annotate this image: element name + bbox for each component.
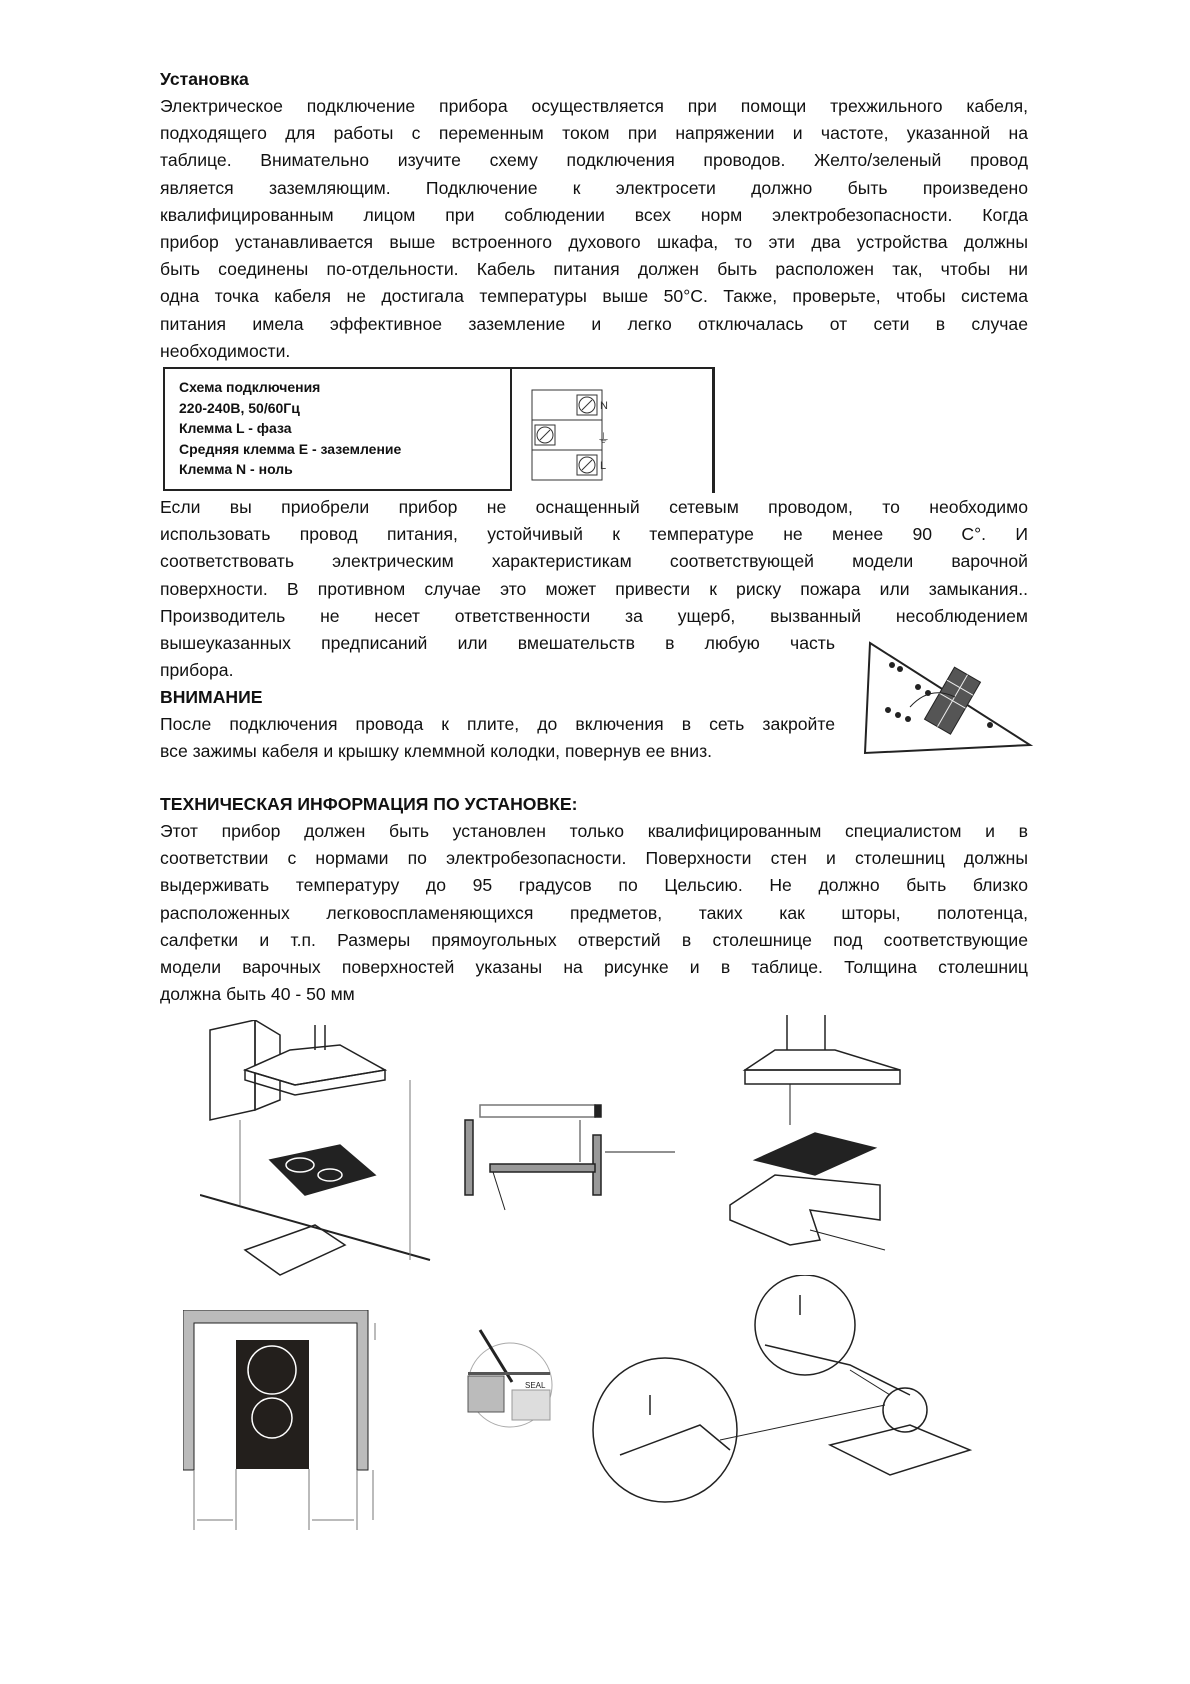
installation-paragraph — [160, 93, 1028, 365]
text-line: Электрическое подключение прибора осуществляется при помощи трехжильного кабеля, — [160, 96, 1028, 116]
wall-hood-installation-figure — [200, 1020, 440, 1285]
section-title-installation: Установка — [160, 69, 249, 89]
text-line: вышеуказанных предписаний или вмешательств в любую часть — [160, 632, 835, 653]
section-title-tech-info: ТЕХНИЧЕСКАЯ ИНФОРМАЦИЯ ПО УСТАНОВКЕ: — [160, 794, 578, 814]
text-line: должна быть 40 - 50 мм — [160, 984, 355, 1005]
text-line: питания имела эффективное заземление и легко отключалась от сети в случае — [160, 313, 1028, 334]
text-line: выдерживать температуру до 95 градусов по Цельсию. Не должно быть близко — [160, 875, 1028, 896]
side-section-figure — [455, 1100, 685, 1215]
text-line: Клемма L - фаза — [179, 420, 292, 436]
text-line: прибор устанавливается выше встроенного духового шкафа, то эти два устройства должны — [160, 231, 1028, 252]
text-line: поверхности. В противном случае это может привести к риску пожара или замыкания.. — [160, 578, 1028, 599]
text-line: соответствии с нормами по электробезопасности. Поверхности стен и столешниц должны — [160, 848, 1028, 869]
section-title-warning: ВНИМАНИЕ — [160, 687, 263, 707]
island-hood-figure — [715, 1015, 915, 1255]
text-line: Если вы приобрели прибор не оснащенный сетевым проводом, то необходимо — [160, 497, 1028, 517]
cutout-plan-figure — [183, 1310, 393, 1580]
text-line: соответствовать электрическим характеристикам соответствующей модели варочной — [160, 551, 1028, 572]
text-line: Производитель не несет ответственности за ущерб, вызванный несоблюдением — [160, 605, 1028, 626]
fixing-bracket-figure — [590, 1275, 1030, 1520]
text-line: является заземляющим. Подключение к электросети должно быть произведено — [160, 177, 1028, 198]
tech-info-paragraph — [160, 818, 1028, 1008]
terminal-label-earth: ⏚ — [597, 431, 611, 446]
text-line: прибора. — [160, 660, 234, 681]
text-line: Средняя клемма E - заземление — [179, 440, 402, 457]
text-line: Схема подключения — [179, 379, 321, 395]
text-line: быть соединены по-отдельности. Кабель питания должен быть расположен так, чтобы ни — [160, 259, 1028, 280]
text-line: Клемма N - ноль — [179, 461, 293, 477]
text-line: салфетки и т.п. Размеры прямоугольных отверстий в столешнице под соответствующие — [160, 929, 1028, 950]
text-line: После подключения провода к плите, до включения в сеть закройте — [160, 714, 835, 734]
terminal-label-n: N — [600, 400, 608, 412]
text-line: подходящего для работы с переменным током при напряжении и частоте, указанной на — [160, 123, 1028, 144]
text-line: Этот прибор должен быть установлен только квалифицированным специалистом и в — [160, 821, 1028, 841]
text-line: необходимости. — [160, 340, 291, 361]
text-line: 220-240В, 50/60Гц — [179, 399, 300, 416]
wiring-legend — [163, 369, 512, 491]
seal-label: SEAL — [525, 1381, 546, 1390]
seal-detail-figure — [460, 1320, 555, 1430]
text-line: модели варочных поверхностей указаны на рисунке и в таблице. Толщина столешниц — [160, 956, 1028, 977]
text-line: использовать провод питания, устойчивый к температуре не менее 90 С°. И — [160, 524, 1028, 545]
text-line: квалифицированным лицом при соблюдении всех норм электробезопасности. Когда — [160, 204, 1028, 225]
terminal-cover-illustration — [840, 635, 1035, 757]
terminal-label-l: L — [600, 460, 607, 472]
text-line: все зажимы кабеля и крышку клеммной колодки, повернув ее вниз. — [160, 741, 713, 762]
text-line: таблице. Внимательно изучите схему подключения проводов. Желто/зеленый провод — [160, 150, 1028, 171]
text-line: одна точка кабеля не достигала температуры выше 50°C. Также, проверьте, чтобы система — [160, 286, 1028, 307]
wiring-legend-text — [179, 377, 401, 480]
warning-paragraph — [160, 711, 835, 765]
terminal-block-icon — [531, 389, 631, 481]
text-line: расположенных легковоспламеняющихся предметов, таких как шторы, полотенца, — [160, 902, 1028, 923]
wiring-diagram — [163, 367, 715, 493]
